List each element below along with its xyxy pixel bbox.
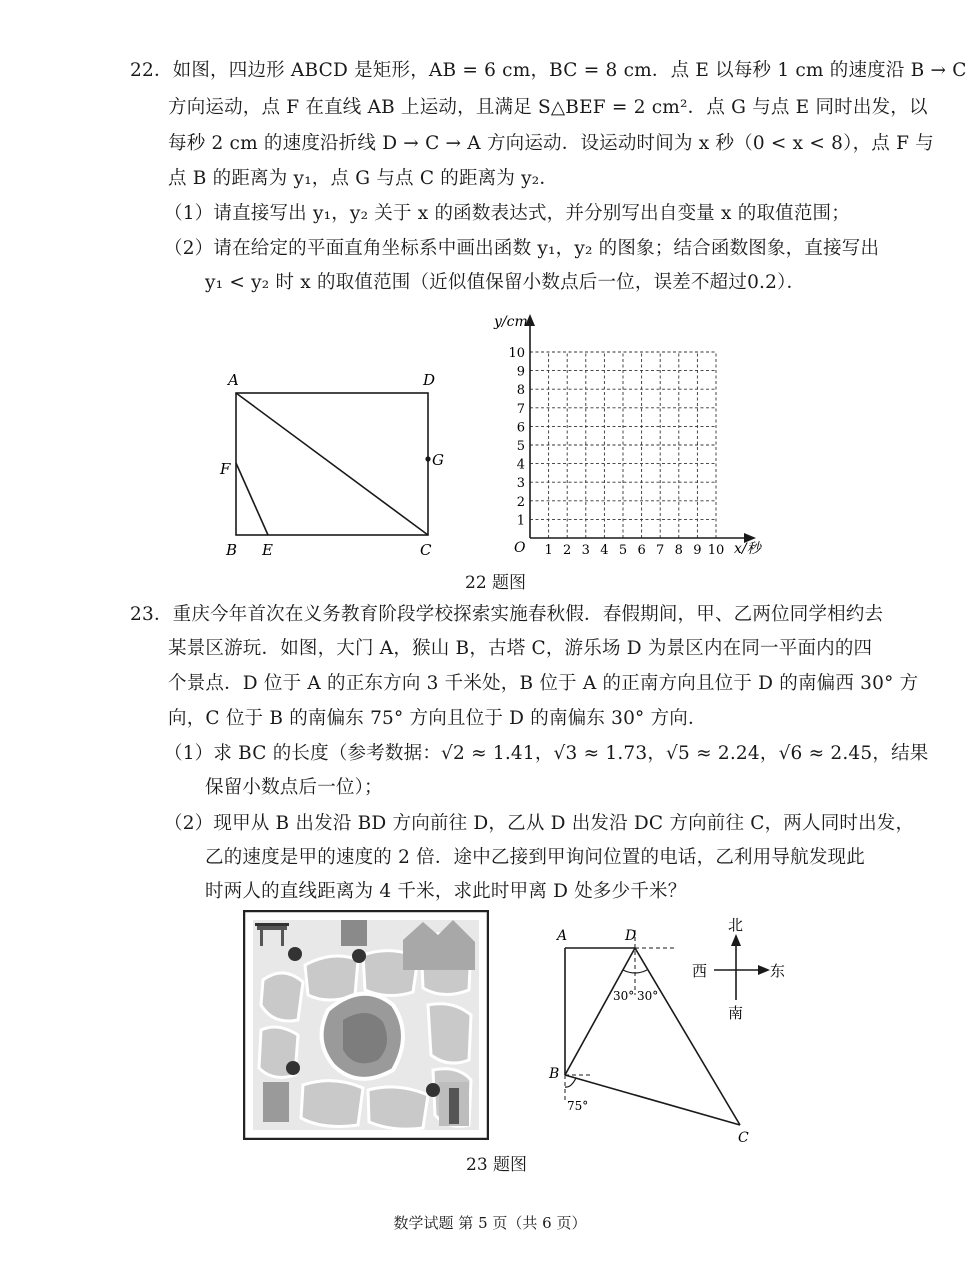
spot-pagoda: [426, 1083, 440, 1097]
x-tick-label: 2: [563, 543, 572, 558]
q23-part-2: （2）现甲从 B 出发沿 BD 方向前往 D，乙从 D 出发沿 DC 方向前往 C，两人同时出发，: [164, 813, 915, 834]
q23-figure-caption: 23 题图: [466, 1155, 528, 1175]
q22-rectangle-figure: [210, 365, 460, 565]
label-d: D: [625, 928, 637, 944]
q22-part-1: （1）请直接写出 y₁，y₂ 关于 x 的函数表达式，并分别写出自变量 x 的取值范围；: [164, 203, 850, 224]
amusement-picture: [263, 1082, 289, 1122]
label-e: E: [262, 541, 273, 559]
page-footer: 数学试题 第 5 页（共 6 页）: [393, 1214, 587, 1232]
grid-lines: [530, 352, 716, 538]
lake-inner: [343, 1013, 387, 1063]
angle-arc-d: [623, 970, 647, 973]
x-tick-label: 1: [544, 543, 553, 558]
angle-right-label: 30°: [637, 989, 659, 1003]
segment-bd: [565, 948, 635, 1075]
compass-south: 南: [728, 1004, 744, 1022]
x-tick-label: 6: [637, 543, 646, 558]
compass-west: 西: [692, 962, 708, 980]
y-axis-label: y/cm: [494, 314, 528, 330]
angle-b-label: 75°: [567, 1099, 589, 1113]
compass-rose: [690, 912, 790, 1022]
diagonal-ac: [236, 393, 428, 535]
y-tick-label: 10: [508, 346, 525, 361]
q22-line-2: 方向运动，点 F 在直线 AB 上运动，且满足 S△BEF = 2 cm²．点 G 与点 E 同时出发，以: [168, 97, 928, 118]
q23-line-2: 某景区游玩．如图，大门 A，猴山 B，古塔 C，游乐场 D 为景区内在同一平面内的四: [168, 638, 873, 659]
q23-part-2-cont-1: 乙的速度是甲的速度的 2 倍．途中乙接到甲询问位置的电话，乙利用导航发现此: [205, 847, 865, 868]
q23-line-1: 23．重庆今年首次在义务教育阶段学校探索实施春秋假．春假期间，甲、乙两位同学相约去: [130, 604, 884, 625]
q22-line-1: 22．如图，四边形 ABCD 是矩形，AB = 6 cm，BC = 8 cm．点 E 以每秒 1 cm 的速度沿 B → C: [130, 60, 967, 81]
origin-label: O: [514, 540, 526, 556]
q23-line-4: 向，C 位于 B 的南偏东 75° 方向且位于 D 的南偏东 30° 方向．: [168, 708, 707, 729]
q22-line-3: 每秒 2 cm 的速度沿折线 D → C → A 方向运动．设运动时间为 x 秒（0 < x < 8），点 F 与: [168, 133, 934, 154]
label-g: G: [432, 451, 444, 469]
label-c: C: [420, 541, 432, 559]
q22-coordinate-grid: [480, 310, 780, 560]
q22-figure-caption: 22 题图: [465, 573, 527, 593]
scenic-area-map: [243, 910, 489, 1140]
spot-gate-a: [288, 947, 302, 961]
x-tick-label: 5: [618, 543, 628, 558]
q23-part-2-cont-2: 时两人的直线距离为 4 千米，求此时甲离 D 处多少千米？: [205, 881, 687, 902]
q22-part-2-cont: y₁ < y₂ 时 x 的取值范围（近似值保留小数点后一位，误差不超过0.2）．: [205, 272, 806, 293]
pagoda-picture: [439, 1082, 469, 1126]
y-tick-label: 2: [516, 494, 525, 510]
label-a: A: [557, 928, 568, 944]
x-tick-label: 10: [707, 543, 725, 558]
label-b: B: [226, 541, 238, 559]
q23-line-3: 个景点．D 位于 A 的正东方向 3 千米处，B 位于 A 的正南方向且位于 D 的南偏西 30° 方: [168, 673, 919, 694]
compass-north: 北: [728, 916, 744, 934]
label-b: B: [549, 1066, 560, 1082]
label-d: D: [423, 371, 436, 389]
north-arrow: [731, 934, 741, 946]
x-tick-label: 3: [581, 543, 590, 558]
label-c: C: [738, 1130, 749, 1146]
y-tick-label: 1: [516, 513, 525, 529]
segment-bc: [565, 1075, 740, 1125]
label-f: F: [220, 460, 231, 478]
label-a: A: [228, 371, 239, 389]
y-tick-label: 8: [516, 383, 525, 399]
y-tick-label: 5: [516, 439, 525, 454]
x-tick-label: 9: [693, 543, 702, 558]
spot-monkey-hill: [352, 949, 366, 963]
y-tick-labels: [508, 346, 525, 528]
y-tick-label: 9: [516, 364, 525, 380]
y-tick-label: 6: [516, 420, 525, 436]
angle-left-label: 30°: [613, 989, 635, 1003]
compass-east: 东: [770, 962, 786, 980]
x-axis-label: x/秒: [734, 541, 761, 557]
q23-part-1-cont: 保留小数点后一位）；: [205, 777, 383, 798]
x-tick-label: 4: [600, 543, 609, 558]
point-g: [425, 456, 430, 461]
y-tick-label: 3: [516, 476, 525, 492]
monkey-hill-picture: [341, 920, 367, 946]
x-tick-label: 8: [674, 543, 683, 558]
east-arrow: [758, 965, 770, 975]
x-tick-labels: [544, 543, 724, 558]
y-tick-label: 4: [516, 457, 525, 473]
spot-amusement: [286, 1061, 300, 1075]
segment-fe: [236, 463, 268, 535]
q23-part-1: （1）求 BC 的长度（参考数据：√2 ≈ 1.41，√3 ≈ 1.73，√5 ≈ 2.24，√6 ≈ 2.45，结果: [164, 743, 929, 764]
q22-part-2: （2）请在给定的平面直角坐标系中画出函数 y₁，y₂ 的图象；结合函数图象，直接写出: [164, 238, 880, 259]
q22-line-4: 点 B 的距离为 y₁，点 G 与点 C 的距离为 y₂．: [168, 168, 559, 189]
y-tick-label: 7: [516, 401, 525, 417]
angle-arc-b: [565, 1078, 576, 1087]
x-tick-label: 7: [656, 543, 665, 558]
